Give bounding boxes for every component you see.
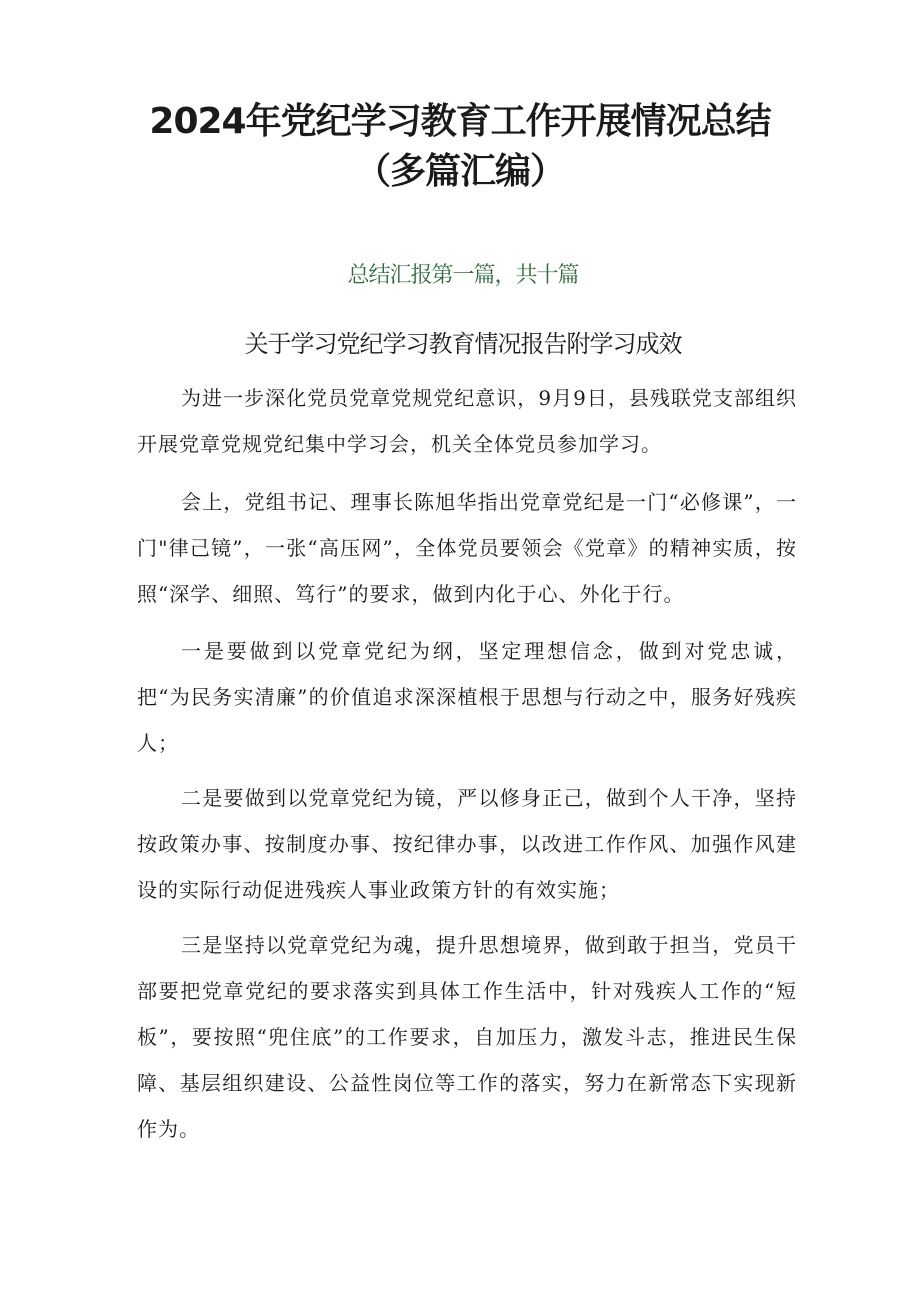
paragraph-5: 三是坚持以党章党纪为魂，提升思想境界，做到敢于担当，党员干部要把党章党纪的要求落实到具体工作生活中，针对残疾人工作的“短板”，要按照“兜住底”的工作要求，自加压力，激发斗志，推进民生保障、基层组织建设、公益性岗位等工作的落实，努力在新常态下实现新作为。 bbox=[137, 933, 797, 1141]
section-heading: 总结汇报第一篇，共十篇 bbox=[347, 263, 579, 288]
article-title: 关于学习党纪学习教育情况报告附学习成效 bbox=[244, 330, 682, 358]
paragraph-3: 一是要做到以党章党纪为纲，坚定理想信念，做到对党忠诚，把“为民务实清廉”的价值追求深深植根于思想与行动之中，服务好残疾人； bbox=[137, 639, 797, 755]
document-title-line-1: 2024年党纪学习教育工作开展情况总结 bbox=[149, 101, 771, 142]
paragraph-1: 为进一步深化党员党章党规党纪意识，9月9日，县残联党支部组织开展党章党规党纪集中学习会，机关全体党员参加学习。 bbox=[137, 386, 797, 456]
document-title-line-2: （多篇汇编） bbox=[354, 151, 565, 192]
paragraph-4: 二是要做到以党章党纪为镜，严以修身正己，做到个人干净，坚持按政策办事、按制度办事、按纪律办事，以改进工作作风、加强作风建设的实际行动促进残疾人事业政策方针的有效实施； bbox=[137, 786, 797, 902]
paragraph-2: 会上，党组书记、理事长陈旭华指出党章党纪是一门“必修课”，一门"律己镜”，一张“高压网”，全体党员要领会《党章》的精神实质，按照“深学、细照、笃行”的要求，做到内化于心、外化于行。 bbox=[137, 490, 797, 606]
